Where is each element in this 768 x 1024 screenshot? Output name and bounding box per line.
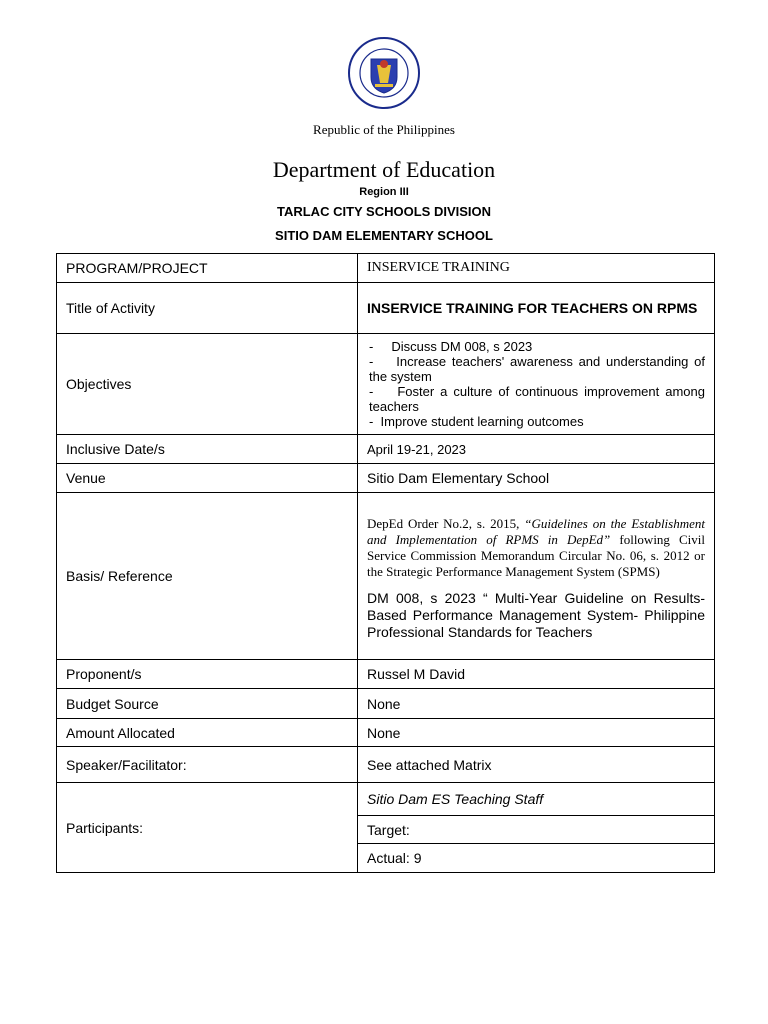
objectives-label: Objectives [57, 334, 358, 435]
title-label: Title of Activity [57, 283, 358, 334]
table-row [57, 783, 715, 816]
list-item: - Discuss DM 008, s 2023 [369, 339, 533, 354]
budget-label: Budget Source [57, 689, 358, 719]
objectives-list [367, 339, 705, 429]
speaker-label: Speaker/Facilitator: [57, 747, 358, 783]
venue-value: Sitio Dam Elementary School [358, 464, 715, 493]
table-row [57, 254, 715, 283]
proponent-value: Russel M David [358, 660, 715, 689]
amount-value: None [358, 719, 715, 747]
deped-seal-logo [347, 37, 421, 109]
program-label: PROGRAM/PROJECT [57, 254, 358, 283]
dates-label: Inclusive Date/s [57, 435, 358, 464]
list-item: - Increase teachers' awareness and understanding of the system [369, 354, 705, 384]
participants-value: Sitio Dam ES Teaching Staff [358, 783, 715, 816]
amount-label: Amount Allocated [57, 719, 358, 747]
department-heading: Department of Education [272, 157, 496, 182]
table-row [57, 283, 715, 334]
budget-value: None [358, 689, 715, 719]
basis-reference-2: DM 008, s 2023 “ Multi-Year Guideline on Results-Based Performance Management System- Philippine Professional Standards for Teachers [367, 589, 705, 640]
participants-label: Participants: [57, 783, 358, 873]
activity-table [56, 253, 715, 873]
basis-1-prefix: DepEd Order No.2, s. 2015, [367, 515, 520, 531]
basis-1-suffix: following Civil Service Commission Memorandum Circular No. 06, s. 2012 or the Strategic Performance Management System (SPMS) [367, 531, 706, 579]
basis-cell [358, 493, 715, 660]
school-heading: SITIO DAM ELEMENTARY SCHOOL [275, 228, 493, 243]
table-row [57, 334, 715, 435]
table-row [57, 435, 715, 464]
table-row [57, 719, 715, 747]
table-row [57, 464, 715, 493]
venue-label: Venue [57, 464, 358, 493]
table-row [57, 660, 715, 689]
table-row [57, 747, 715, 783]
region-heading: Region III [359, 186, 409, 198]
division-heading: TARLAC CITY SCHOOLS DIVISION [276, 204, 492, 219]
basis-1-title: “Guidelines on the Establishment and Implementation of RPMS in DepEd” [367, 515, 705, 547]
proponent-label: Proponent/s [57, 660, 358, 689]
list-item: - Improve student learning outcomes [369, 414, 584, 429]
table-row [57, 493, 715, 660]
basis-label: Basis/ Reference [57, 493, 358, 660]
objectives-cell [358, 334, 715, 435]
list-item: - Foster a culture of continuous improvement among teachers [369, 384, 705, 414]
actual-value: Actual: 9 [358, 844, 715, 873]
table-row [57, 689, 715, 719]
program-value: INSERVICE TRAINING [358, 254, 715, 283]
republic-heading: Republic of the Philippines [313, 122, 455, 137]
target-value: Target: [358, 816, 715, 844]
dates-value: April 19-21, 2023 [358, 435, 715, 464]
basis-reference-1 [367, 516, 705, 580]
title-value: INSERVICE TRAINING FOR TEACHERS ON RPMS [358, 283, 715, 334]
speaker-value: See attached Matrix [358, 747, 715, 783]
